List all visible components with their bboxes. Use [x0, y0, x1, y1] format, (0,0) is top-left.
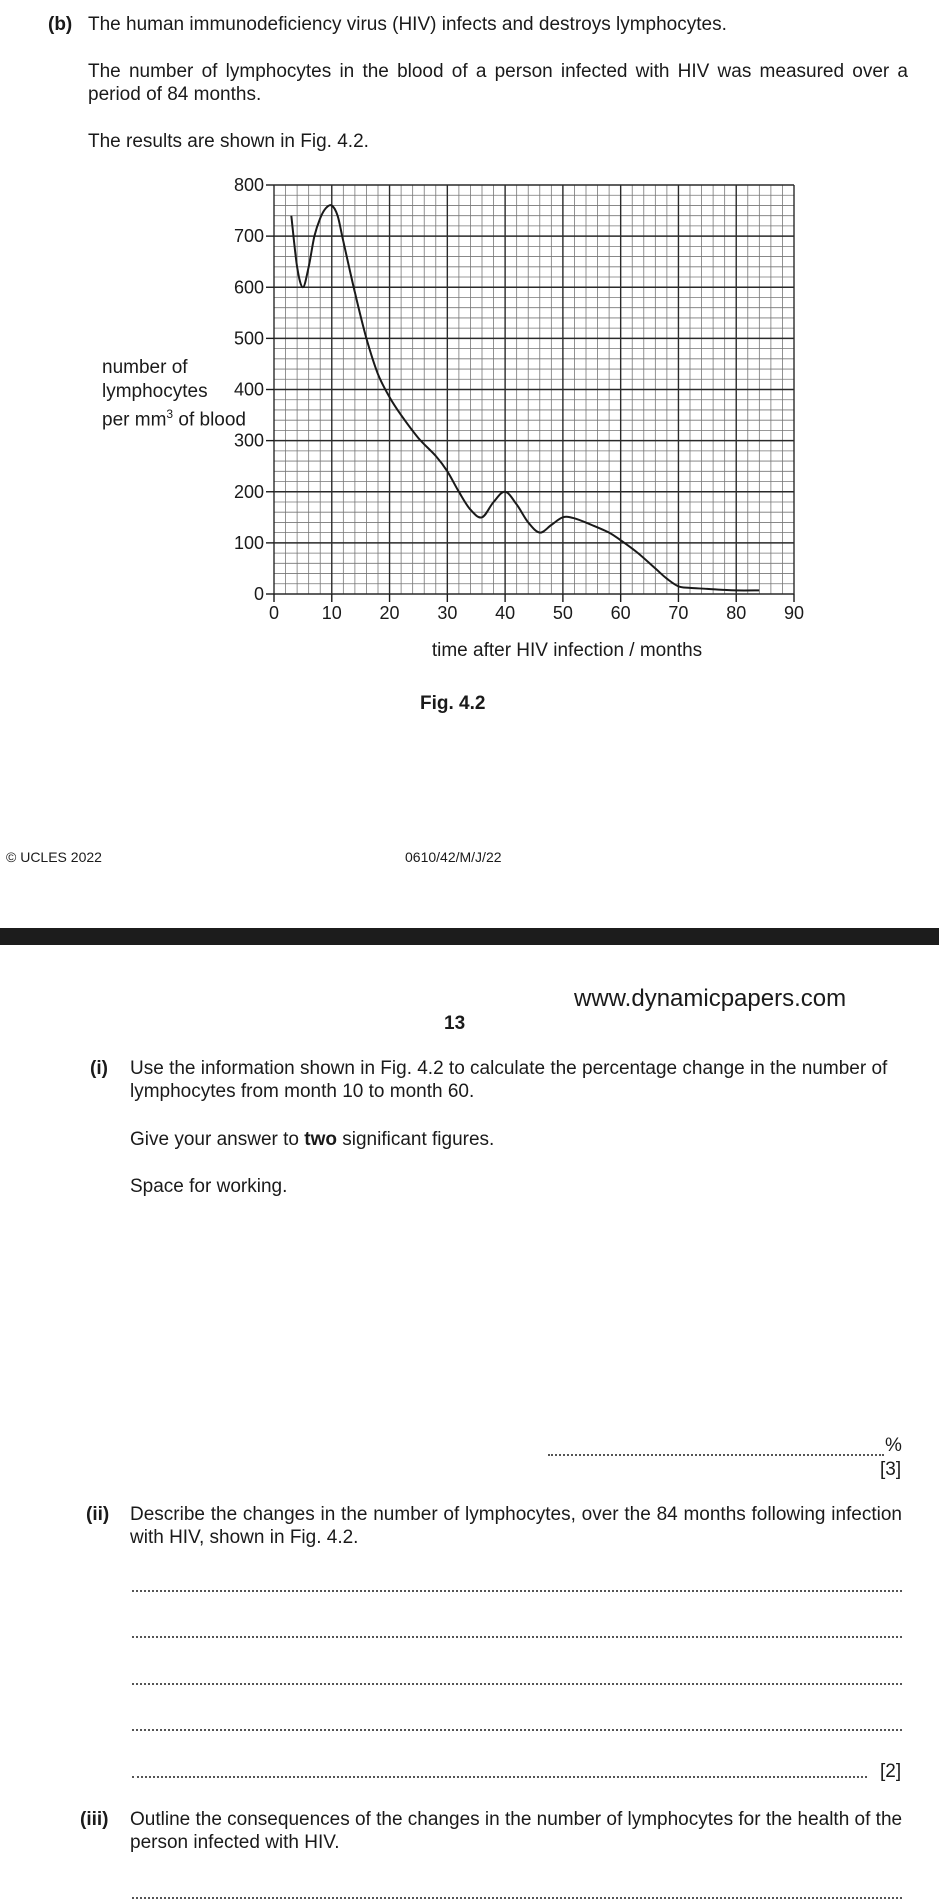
y-tick-label: 300 [233, 430, 264, 451]
x-tick-label: 10 [321, 603, 342, 623]
question-i-marks: [3] [880, 1459, 902, 1480]
question-i-instruction: Give your answer to two significant figures. [130, 1129, 495, 1150]
page-divider [0, 928, 939, 945]
question-i-text: Use the information shown in Fig. 4.2 to calculate the percentage change in the number of lymphocytes from month 10 to month 60. [130, 1058, 888, 1102]
y-tick-label: 100 [233, 532, 264, 553]
y-axis-label-line1: number of [102, 357, 188, 378]
y-axis-label-line2: lymphocytes [102, 381, 208, 402]
question-ii-answer-line-4[interactable] [132, 1729, 902, 1731]
chart-tick-labels [234, 175, 804, 623]
question-iii-answer-line-1[interactable] [132, 1897, 902, 1899]
website-header: www.dynamicpapers.com [574, 985, 847, 1012]
x-tick-label: 80 [726, 603, 747, 623]
question-ii-answer-line-2[interactable] [132, 1636, 902, 1638]
question-ii-answer-line-5[interactable] [132, 1776, 867, 1778]
question-i-answer-line[interactable] [548, 1454, 884, 1456]
question-ii-answer-line-3[interactable] [132, 1683, 902, 1685]
x-tick-label: 30 [437, 603, 458, 623]
question-iii-text: Outline the consequences of the changes in the number of lymphocytes for the health of the person infected with HIV. [130, 1809, 903, 1853]
question-i-unit: % [885, 1435, 902, 1456]
x-tick-label: 0 [268, 603, 280, 623]
part-b-label: (b) [48, 14, 73, 35]
y-tick-label: 800 [233, 175, 264, 195]
page-number: 13 [444, 1013, 466, 1034]
part-b-results-text: The results are shown in Fig. 4.2. [88, 131, 369, 152]
y-tick-label: 400 [233, 379, 264, 400]
y-tick-label: 600 [233, 277, 264, 298]
y-tick-label: 700 [233, 226, 264, 247]
question-iii-label: (iii) [80, 1809, 109, 1830]
question-i-label: (i) [90, 1058, 108, 1079]
paper-code-footer: 0610/42/M/J/22 [405, 849, 502, 865]
x-tick-label: 90 [783, 603, 805, 623]
y-tick-label: 500 [233, 328, 264, 349]
part-b-measurement-text: The number of lymphocytes in the blood of a person infected with HIV was measured over a period of 84 months. [88, 61, 908, 105]
x-tick-label: 60 [610, 603, 631, 623]
y-tick-label: 200 [233, 481, 264, 502]
question-ii-label: (ii) [86, 1504, 110, 1525]
x-tick-label: 70 [668, 603, 689, 623]
part-b-intro-text: The human immunodeficiency virus (HIV) infects and destroys lymphocytes. [88, 14, 727, 35]
copyright-footer: © UCLES 2022 [6, 849, 102, 865]
y-tick-label: 0 [253, 584, 264, 604]
question-i-working-label: Space for working. [130, 1176, 288, 1197]
question-ii-answer-line-1[interactable] [132, 1590, 902, 1592]
question-ii-text: Describe the changes in the number of lymphocytes, over the 84 months following infection with HIV, shown in Fig. 4.2. [130, 1504, 902, 1548]
question-ii-marks: [2] [880, 1761, 902, 1782]
y-axis-label-line3: per $mm^3$ of blood [102, 407, 246, 431]
lymphocyte-line-chart [0, 0, 939, 680]
figure-caption: Fig. 4.2 [420, 693, 486, 714]
x-tick-label: 20 [379, 603, 400, 623]
x-axis-label: time after HIV infection / months [431, 640, 703, 661]
x-tick-label: 50 [552, 603, 573, 623]
x-tick-label: 40 [495, 603, 516, 623]
